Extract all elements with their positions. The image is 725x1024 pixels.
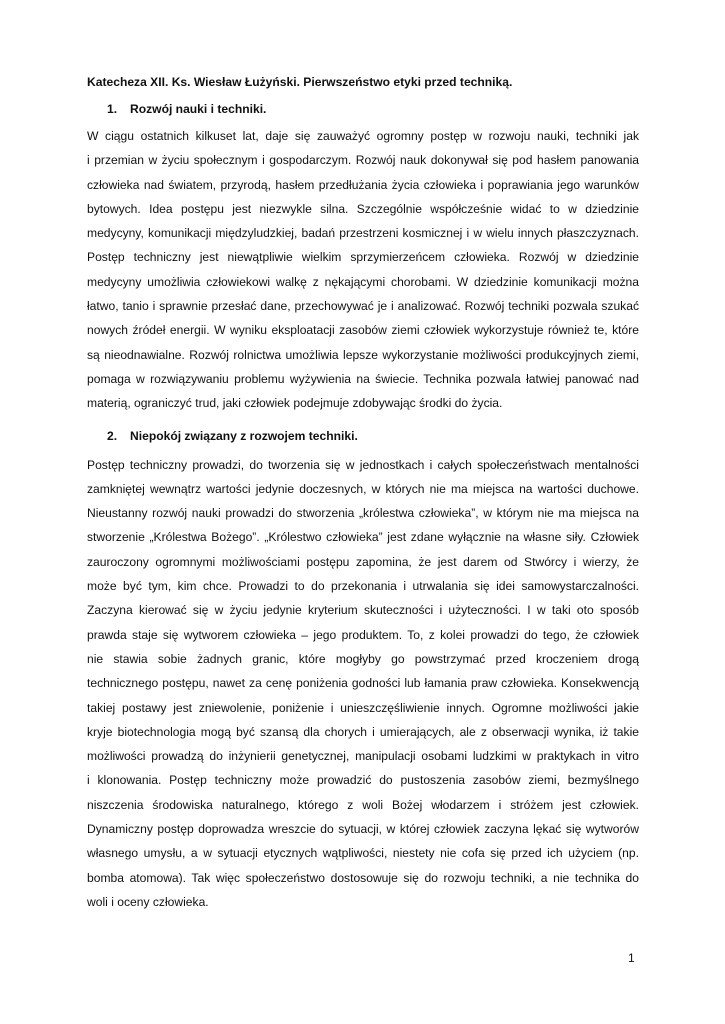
paragraph-line: może być tym, kim chce. Prowadzi to do przekonania i utrwalania się idei samowystarczalności. — [87, 579, 639, 594]
paragraph-line: kryje biotechnologia mogą być szansą dla chorych i umierających, ale z obserwacji wynika, iż takie — [87, 724, 639, 739]
paragraph-line: Postęp techniczny prowadzi, do tworzenia się w jednostkach i całych społeczeństwach mentalności — [87, 457, 639, 472]
document-title: Katecheza XII. Ks. Wiesław Łużyński. Pierwszeństwo etyki przed techniką. — [87, 75, 513, 89]
paragraph-line: Nieustanny rozwój nauki prowadzi do stworzenia „królestwa człowieka”, w którym nie ma miejsca na — [87, 506, 639, 521]
paragraph-line: Postęp techniczny jest niewątpliwie wielkim sprzymierzeńcem człowieka. Rozwój w dziedzinie — [87, 250, 639, 265]
paragraph-line: prawda staje się wytworem człowieka – jego produktem. To, z kolei prowadzi do tego, że człowiek — [87, 627, 639, 642]
paragraph-line: zamkniętej wewnątrz wartości jedynie doczesnych, w których nie ma miejsca na wartości duchowe. — [87, 481, 639, 496]
page-number: 1 — [628, 951, 635, 965]
section-heading-1 — [107, 97, 639, 121]
paragraph-line: woli i oceny człowieka. — [87, 894, 209, 909]
paragraph-line: technicznego postępu, nawet za cenę poniżenia godności lub łamania praw człowieka. Konsekwencją — [87, 676, 639, 691]
paragraph-line: takiej postawy jest zniewolenie, poniżenie i unieszczęśliwienie innych. Ogromne możliwości jakie — [87, 700, 639, 715]
section-heading-text: Rozwój nauki i techniki. — [130, 102, 267, 116]
paragraph-line: stworzenie „Królestwa Bożego”. „Królestwo człowieka” jest zdane wyłącznie na własne siły. Człowiek — [87, 530, 639, 545]
section-heading-2 — [107, 424, 639, 448]
paragraph-line: W ciągu ostatnich kilkuset lat, daje się zauważyć ogromny postęp w rozwoju nauki, techniki jak — [87, 129, 639, 143]
section-number: 1. — [107, 102, 118, 116]
paragraph-line: własnego umysłu, a w sytuacji etycznych wątpliwości, niestety nie cofa się przed ich użyciem (np. — [87, 846, 639, 861]
section-number: 2. — [107, 428, 118, 443]
document-page — [87, 70, 639, 914]
section-heading-text: Niepokój związany z rozwojem techniki. — [130, 428, 358, 443]
paragraph-line: medycyny, komunikacji międzyludzkiej, badań przestrzeni kosmicznej i w wielu innych płaszczyznach. — [87, 226, 639, 241]
section-paragraph-1 — [87, 124, 639, 416]
paragraph-line: medycyny umożliwia człowiekowi walkę z nękającymi chorobami. W dziedzinie komunikacji można — [87, 274, 639, 289]
paragraph-line: niszczenia środowiska naturalnego, którego z woli Bożej włodarzem i stróżem jest człowiek. — [87, 797, 639, 812]
paragraph-line: materią, ograniczyć trud, jaki człowiek podejmuje zdobywając środki do życia. — [87, 396, 503, 411]
paragraph-line: człowieka nad światem, przyrodą, hasłem przedłużania życia człowieka i poprawiania jego warunków — [87, 177, 639, 192]
paragraph-line: pomaga w rozwiązywaniu problemu wyżywienia na świecie. Technika pozwala łatwiej panować nad — [87, 371, 639, 386]
paragraph-line: i przemian w życiu społecznym i gospodarczym. Rozwój nauk dokonywał się pod hasłem panowania — [87, 153, 639, 168]
paragraph-line: możliwości prowadzą do inżynierii genetycznej, manipulacji osobami ludzkimi w praktykach in vitro — [87, 749, 639, 764]
paragraph-line: Dynamiczny postęp doprowadza wreszcie do sytuacji, w której człowiek zaczyna lękać się wytworów — [87, 822, 639, 837]
paragraph-line: bytowych. Idea postępu jest niezwykle silna. Szczególnie współcześnie widać to w dziedzinie — [87, 201, 639, 216]
paragraph-line: i klonowania. Postęp techniczny może prowadzić do pustoszenia zasobów ziemi, bezmyślnego — [87, 773, 639, 788]
paragraph-line: nowych źródeł energii. W wyniku eksploatacji zasobów ziemi człowiek wykorzystuje również te, które — [87, 323, 639, 338]
paragraph-line: zauroczony ogromnymi możliwościami postępu zapomina, że jest darem od Stwórcy i wierzy, że — [87, 554, 639, 569]
section-paragraph-2 — [87, 453, 639, 915]
paragraph-line: bomba atomowa). Tak więc społeczeństwo dostosowuje się do rozwoju techniki, a nie technika do — [87, 870, 639, 885]
paragraph-line: łatwo, tanio i sprawnie przesłać dane, przechowywać je i analizować. Rozwój techniki pozwala szukać — [87, 299, 639, 314]
paragraph-line: Zaczyna kierować się w życiu jedynie kryterium skuteczności i użyteczności. I w taki oto sposób — [87, 603, 639, 618]
paragraph-line: nie stawia sobie żadnych granic, które mogłyby go powstrzymać przed kroczeniem drogą — [87, 651, 639, 666]
paragraph-line: są nieodnawialne. Rozwój rolnictwa umożliwia lepsze wykorzystanie możliwości produkcyjnych ziemi, — [87, 347, 639, 362]
